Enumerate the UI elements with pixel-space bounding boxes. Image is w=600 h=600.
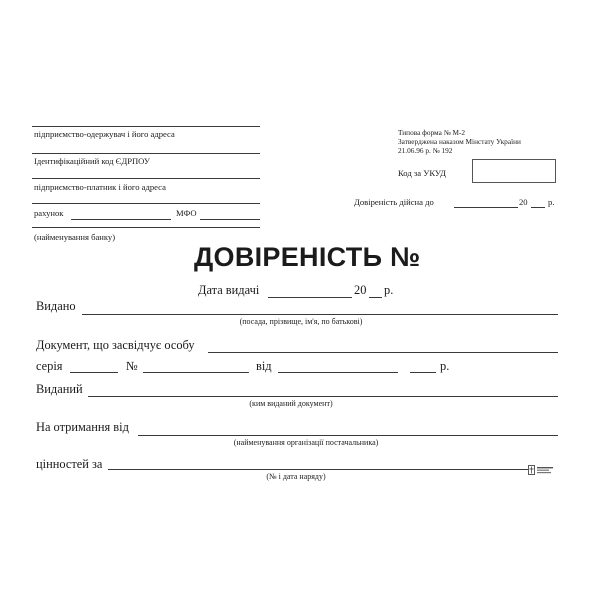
recipient-line-top	[32, 126, 260, 127]
receive-from-caption: (найменування організації постачальника)	[233, 438, 379, 447]
from-label: від	[256, 359, 272, 373]
receive-from-label: На отримання від	[36, 420, 129, 434]
edrpou-label: Ідентифікаційний код ЄДРПОУ	[34, 156, 150, 166]
number-label: №	[126, 359, 138, 373]
issue-date-line	[268, 297, 352, 298]
bank-name-caption: (найменування банку)	[34, 232, 116, 242]
issued-by-caption: (ким виданий документ)	[249, 399, 333, 408]
valid-until-label: Довіреність дійсна до	[354, 197, 434, 207]
form-type-line2: Затверджена наказом Мінстату України	[398, 137, 521, 146]
valid-until-suffix: р.	[548, 197, 555, 207]
bank-line	[32, 227, 260, 228]
values-for-caption: (№ і дата наряду)	[266, 472, 326, 481]
edrpou-line	[32, 178, 260, 179]
values-for-line	[108, 469, 528, 470]
account-line	[71, 219, 171, 220]
payer-line	[32, 203, 260, 204]
ukud-code-field[interactable]	[472, 159, 556, 183]
mfo-line	[200, 219, 260, 220]
series-row-suffix: р.	[440, 359, 450, 373]
valid-until-year: 20	[519, 197, 528, 207]
document-title: ДОВІРЕНІСТЬ №	[194, 242, 421, 272]
from-year-line	[410, 372, 436, 373]
issued-to-caption: (посада, прізвище, ім'я, по батькові)	[239, 317, 363, 326]
power-of-attorney-form	[16, 110, 588, 500]
receive-from-line	[138, 435, 558, 436]
issue-date-year: 20	[354, 283, 367, 297]
number-line	[143, 372, 249, 373]
issue-date-suffix: р.	[384, 283, 394, 297]
brand-logo-icon	[528, 462, 554, 480]
issue-date-year-line	[369, 297, 382, 298]
series-label: серія	[36, 359, 63, 373]
issued-by-label: Виданий	[36, 382, 83, 396]
valid-until-year-line	[531, 207, 545, 208]
payer-label: підприємство-платник і його адреса	[34, 182, 166, 192]
issued-to-line	[82, 314, 558, 315]
issued-by-line	[88, 396, 558, 397]
mfo-label: МФО	[176, 208, 197, 218]
from-date-line	[278, 372, 398, 373]
values-for-label: цінностей за	[36, 457, 103, 471]
account-label: рахунок	[34, 208, 64, 218]
form-type-line1: Типова форма № М-2	[398, 128, 466, 137]
identity-doc-label: Документ, що засвідчує особу	[36, 338, 195, 352]
valid-until-line	[454, 207, 518, 208]
recipient-label: підприємство-одержувач і його адреса	[34, 129, 175, 139]
form-type-line3: 21.06.96 р. № 192	[398, 146, 453, 155]
ukud-label: Код за УКУД	[398, 168, 446, 178]
recipient-line	[32, 153, 260, 154]
series-line	[70, 372, 118, 373]
issued-to-label: Видано	[36, 299, 76, 313]
identity-doc-line	[208, 352, 558, 353]
issue-date-label: Дата видачі	[198, 283, 260, 297]
